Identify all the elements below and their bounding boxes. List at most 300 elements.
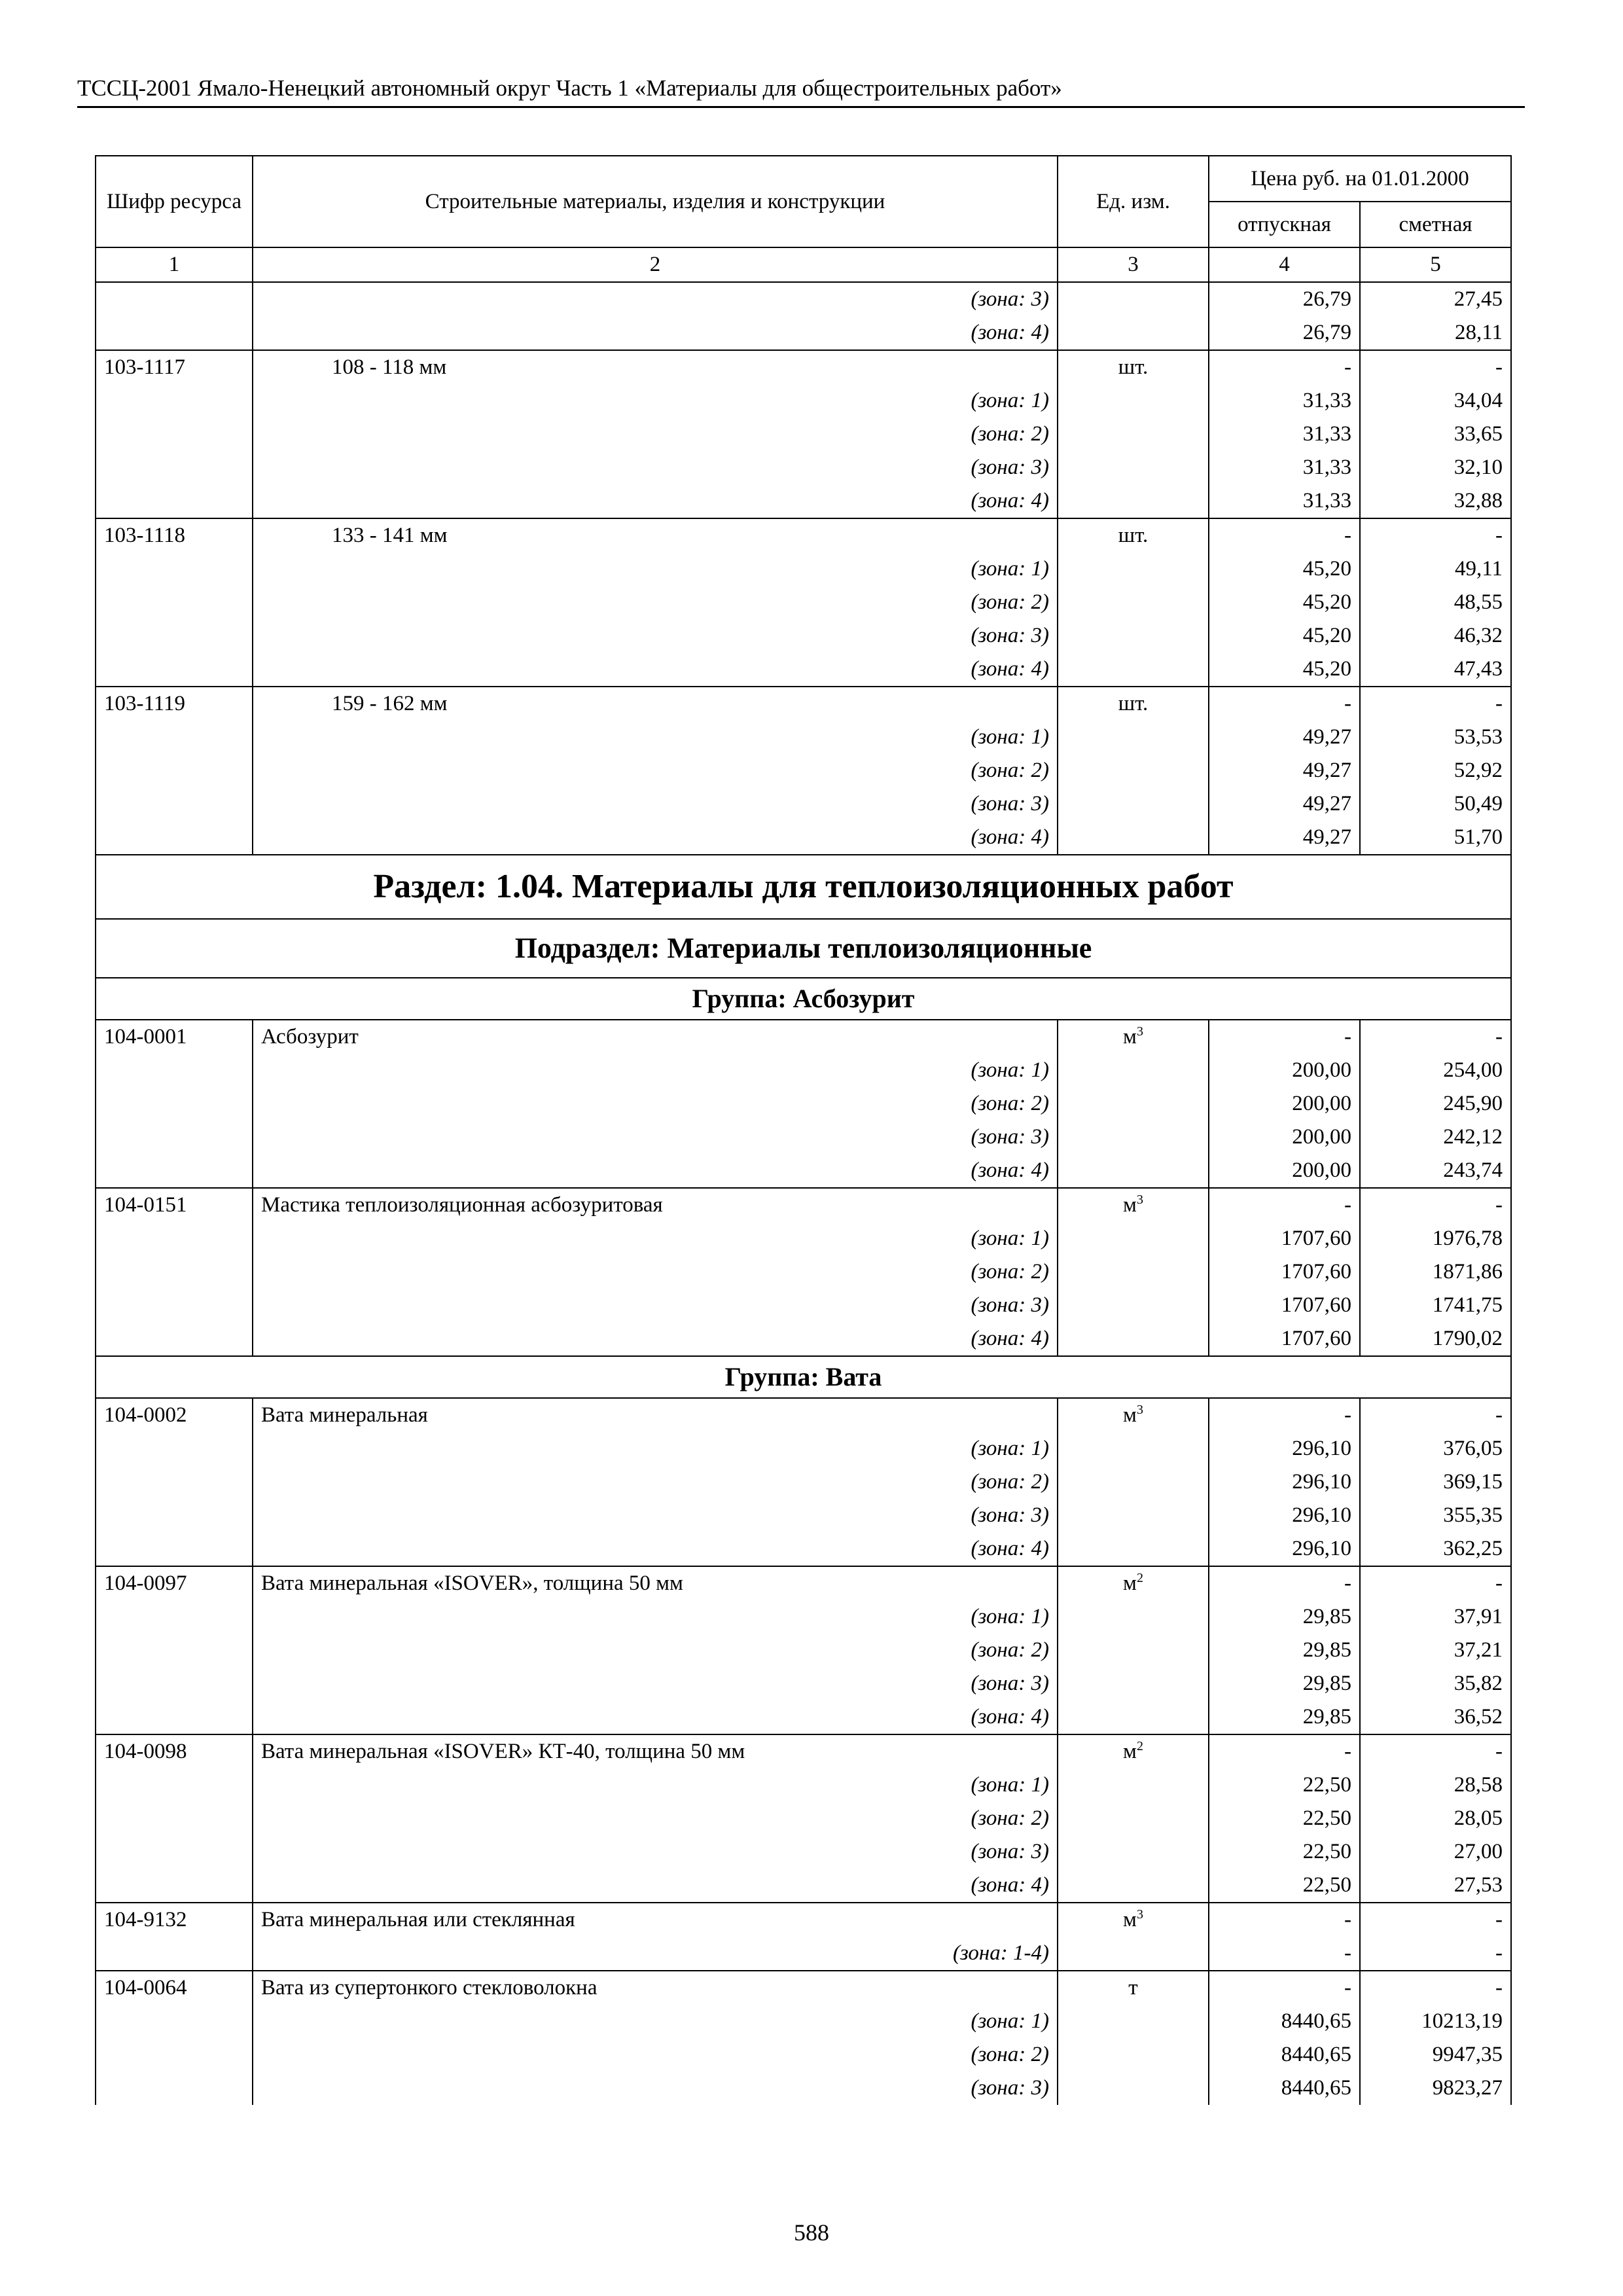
unit-cell: [1058, 1255, 1209, 1289]
table-row: [96, 1903, 1511, 1937]
zone-label: (зона: 1): [253, 1054, 1058, 1087]
estimate-price: -: [1360, 1971, 1511, 2005]
zone-label: (зона: 1): [253, 1222, 1058, 1255]
zone-label: (зона: 2): [253, 1087, 1058, 1121]
resource-code: [96, 1154, 253, 1188]
group-title: Группа: Вата: [96, 1356, 1511, 1398]
estimate-price: -: [1360, 518, 1511, 552]
release-price: 49,27: [1209, 821, 1360, 855]
release-price: -: [1209, 687, 1360, 721]
resource-code: 104-0151: [96, 1188, 253, 1222]
table-row: [96, 1499, 1511, 1532]
resource-code: [96, 1634, 253, 1667]
unit-cell: [1058, 316, 1209, 350]
release-price: 200,00: [1209, 1121, 1360, 1154]
table-header-row: [96, 156, 1511, 202]
estimate-price: 1741,75: [1360, 1289, 1511, 1322]
unit-cell: [1058, 1121, 1209, 1154]
release-price: 45,20: [1209, 586, 1360, 619]
release-price: -: [1209, 1903, 1360, 1937]
release-price: 26,79: [1209, 316, 1360, 350]
estimate-price: 27,00: [1360, 1835, 1511, 1869]
zone-label: (зона: 2): [253, 1465, 1058, 1499]
table-row: [96, 1700, 1511, 1734]
unit-cell: [1058, 1154, 1209, 1188]
unit-cell: [1058, 484, 1209, 518]
release-price: -: [1209, 1734, 1360, 1768]
estimate-price: -: [1360, 1734, 1511, 1768]
estimate-price: 9947,35: [1360, 2038, 1511, 2072]
group-title: Группа: Асбозурит: [96, 978, 1511, 1020]
unit-cell: [1058, 1398, 1209, 1432]
unit-cell: [1058, 282, 1209, 316]
release-price: 49,27: [1209, 721, 1360, 754]
table-row: [96, 316, 1511, 350]
resource-code: [96, 552, 253, 586]
table-row: [96, 1734, 1511, 1768]
resource-code: [96, 451, 253, 484]
unit-cell: [1058, 418, 1209, 451]
resource-code: [96, 1222, 253, 1255]
table-row: [96, 687, 1511, 721]
zone-label: (зона: 2): [253, 1634, 1058, 1667]
unit-cell: [1058, 2038, 1209, 2072]
resource-code: [96, 1289, 253, 1322]
unit-cell: [1058, 1054, 1209, 1087]
unit-cell: [1058, 1634, 1209, 1667]
resource-code: 103-1118: [96, 518, 253, 552]
resource-code: [96, 1937, 253, 1971]
unit-text: м: [1123, 1403, 1137, 1427]
column-header-name: Строительные материалы, изделия и конструкции: [253, 156, 1058, 247]
resource-code: [96, 821, 253, 855]
zone-label: (зона: 4): [253, 316, 1058, 350]
unit-text: м: [1123, 1908, 1137, 1931]
resource-code: [96, 484, 253, 518]
table-row: [96, 721, 1511, 754]
zone-label: (зона: 1): [253, 1768, 1058, 1802]
estimate-price: -: [1360, 1188, 1511, 1222]
zone-label: (зона: 2): [253, 418, 1058, 451]
table-row: [96, 282, 1511, 316]
estimate-price: 1871,86: [1360, 1255, 1511, 1289]
resource-code: [96, 653, 253, 687]
release-price: 200,00: [1209, 1154, 1360, 1188]
table-row: [96, 653, 1511, 687]
release-price: 296,10: [1209, 1432, 1360, 1465]
table-body: [96, 282, 1511, 2105]
zone-label: (зона: 3): [253, 451, 1058, 484]
estimate-price: 27,45: [1360, 282, 1511, 316]
table-row: [96, 619, 1511, 653]
release-price: 22,50: [1209, 1768, 1360, 1802]
table-row: [96, 1532, 1511, 1566]
estimate-price: 53,53: [1360, 721, 1511, 754]
unit-cell: [1058, 1700, 1209, 1734]
unit-cell: [1058, 1188, 1209, 1222]
unit-text: шт.: [1118, 692, 1149, 715]
estimate-price: 37,21: [1360, 1634, 1511, 1667]
table-row: [96, 1937, 1511, 1971]
zone-label: (зона: 3): [253, 1667, 1058, 1700]
zone-label: (зона: 3): [253, 619, 1058, 653]
estimate-price: 254,00: [1360, 1054, 1511, 1087]
resource-code: [96, 1768, 253, 1802]
unit-cell: [1058, 1499, 1209, 1532]
table-row: [96, 2038, 1511, 2072]
zone-label: (зона: 3): [253, 787, 1058, 821]
table-row: [96, 1087, 1511, 1121]
table-row: [96, 1188, 1511, 1222]
zone-label: (зона: 3): [253, 1121, 1058, 1154]
resource-code: [96, 282, 253, 316]
section-row: [96, 855, 1511, 919]
resource-code: 104-0001: [96, 1020, 253, 1054]
unit-text: шт.: [1118, 355, 1149, 379]
subsection-row: [96, 919, 1511, 978]
estimate-price: 48,55: [1360, 586, 1511, 619]
unit-exponent: 2: [1136, 1571, 1143, 1585]
estimate-price: 242,12: [1360, 1121, 1511, 1154]
table-row: [96, 586, 1511, 619]
unit-text: шт.: [1118, 524, 1149, 547]
unit-cell: [1058, 1768, 1209, 1802]
zone-label: (зона: 4): [253, 1154, 1058, 1188]
table-row: [96, 754, 1511, 787]
release-price: 31,33: [1209, 418, 1360, 451]
table-row: [96, 787, 1511, 821]
resource-code: [96, 1667, 253, 1700]
estimate-price: -: [1360, 350, 1511, 384]
release-price: 45,20: [1209, 653, 1360, 687]
release-price: 31,33: [1209, 384, 1360, 418]
unit-cell: [1058, 2005, 1209, 2038]
zone-label: (зона: 4): [253, 653, 1058, 687]
zone-label: (зона: 1): [253, 721, 1058, 754]
unit-cell: [1058, 821, 1209, 855]
release-price: 200,00: [1209, 1087, 1360, 1121]
unit-cell: [1058, 2072, 1209, 2105]
zone-label: (зона: 1): [253, 2005, 1058, 2038]
estimate-price: 28,58: [1360, 1768, 1511, 1802]
estimate-price: 362,25: [1360, 1532, 1511, 1566]
column-number-row: [96, 247, 1511, 282]
unit-cell: [1058, 1903, 1209, 1937]
resource-code: [96, 316, 253, 350]
estimate-price: 33,65: [1360, 418, 1511, 451]
estimate-price: 1790,02: [1360, 1322, 1511, 1356]
table-row: [96, 1600, 1511, 1634]
column-header-unit: Ед. изм.: [1058, 156, 1209, 247]
unit-cell: [1058, 1020, 1209, 1054]
table-row: [96, 552, 1511, 586]
unit-exponent: 3: [1136, 1193, 1143, 1207]
material-name: Вата минеральная «ISOVER», толщина 50 мм: [253, 1566, 1058, 1600]
release-price: -: [1209, 1566, 1360, 1600]
release-price: -: [1209, 350, 1360, 384]
column-header-price: Цена руб. на 01.01.2000: [1209, 156, 1511, 202]
zone-label: (зона: 4): [253, 484, 1058, 518]
material-name: Асбозурит: [253, 1020, 1058, 1054]
estimate-price: 50,49: [1360, 787, 1511, 821]
estimate-price: 47,43: [1360, 653, 1511, 687]
estimate-price: 35,82: [1360, 1667, 1511, 1700]
resource-code: [96, 586, 253, 619]
resource-code: [96, 1869, 253, 1903]
estimate-price: -: [1360, 1566, 1511, 1600]
resource-code: 104-0064: [96, 1971, 253, 2005]
estimate-price: 37,91: [1360, 1600, 1511, 1634]
table-row: [96, 1054, 1511, 1087]
release-price: 1707,60: [1209, 1322, 1360, 1356]
release-price: 26,79: [1209, 282, 1360, 316]
release-price: -: [1209, 518, 1360, 552]
table-row: [96, 1768, 1511, 1802]
resource-code: [96, 1322, 253, 1356]
resource-code: [96, 1432, 253, 1465]
resource-code: [96, 1802, 253, 1835]
resource-code: 103-1117: [96, 350, 253, 384]
unit-text: т: [1128, 1976, 1138, 2000]
estimate-price: 1976,78: [1360, 1222, 1511, 1255]
release-price: 22,50: [1209, 1802, 1360, 1835]
unit-cell: [1058, 552, 1209, 586]
release-price: -: [1209, 1971, 1360, 2005]
zone-label: (зона: 2): [253, 1255, 1058, 1289]
table-row: [96, 1465, 1511, 1499]
material-name: Мастика теплоизоляционная асбозуритовая: [253, 1188, 1058, 1222]
release-price: 8440,65: [1209, 2005, 1360, 2038]
table-row: [96, 1971, 1511, 2005]
unit-cell: [1058, 1322, 1209, 1356]
unit-exponent: 3: [1136, 1024, 1143, 1039]
resource-code: [96, 1499, 253, 1532]
estimate-price: 355,35: [1360, 1499, 1511, 1532]
table-row: [96, 1667, 1511, 1700]
zone-label: (зона: 2): [253, 1802, 1058, 1835]
release-price: 1707,60: [1209, 1289, 1360, 1322]
release-price: 296,10: [1209, 1532, 1360, 1566]
material-name: 159 - 162 мм: [253, 687, 1058, 721]
release-price: 1707,60: [1209, 1222, 1360, 1255]
release-price: -: [1209, 1188, 1360, 1222]
material-name: 108 - 118 мм: [253, 350, 1058, 384]
resource-code: [96, 2005, 253, 2038]
release-price: 45,20: [1209, 619, 1360, 653]
unit-cell: [1058, 754, 1209, 787]
unit-cell: [1058, 1289, 1209, 1322]
table-row: [96, 821, 1511, 855]
table-row: [96, 384, 1511, 418]
unit-exponent: 3: [1136, 1907, 1143, 1922]
zone-label: (зона: 1-4): [253, 1937, 1058, 1971]
estimate-price: 46,32: [1360, 619, 1511, 653]
estimate-price: 369,15: [1360, 1465, 1511, 1499]
release-price: 49,27: [1209, 787, 1360, 821]
estimate-price: 10213,19: [1360, 2005, 1511, 2038]
unit-cell: [1058, 687, 1209, 721]
resource-code: 103-1119: [96, 687, 253, 721]
estimate-price: 32,10: [1360, 451, 1511, 484]
table-row: [96, 1869, 1511, 1903]
estimate-price: 243,74: [1360, 1154, 1511, 1188]
zone-label: (зона: 3): [253, 1499, 1058, 1532]
zone-label: (зона: 3): [253, 1835, 1058, 1869]
zone-label: (зона: 1): [253, 384, 1058, 418]
zone-label: (зона: 1): [253, 1600, 1058, 1634]
unit-cell: [1058, 1869, 1209, 1903]
table-row: [96, 1020, 1511, 1054]
zone-label: (зона: 2): [253, 754, 1058, 787]
table-row: [96, 1802, 1511, 1835]
resource-code: [96, 1054, 253, 1087]
table-row: [96, 518, 1511, 552]
table-row: [96, 1154, 1511, 1188]
unit-exponent: 3: [1136, 1403, 1143, 1417]
resource-code: [96, 1087, 253, 1121]
estimate-price: -: [1360, 1903, 1511, 1937]
estimate-price: -: [1360, 687, 1511, 721]
column-header-release: отпускная: [1209, 202, 1360, 247]
price-table: [95, 155, 1512, 2105]
zone-label: (зона: 3): [253, 2072, 1058, 2105]
table-row: [96, 1432, 1511, 1465]
unit-cell: [1058, 1600, 1209, 1634]
unit-cell: [1058, 1222, 1209, 1255]
estimate-price: 32,88: [1360, 484, 1511, 518]
table-row: [96, 418, 1511, 451]
column-header-code: Шифр ресурса: [96, 156, 253, 247]
table-row: [96, 2072, 1511, 2105]
estimate-price: 34,04: [1360, 384, 1511, 418]
unit-cell: [1058, 1802, 1209, 1835]
unit-cell: [1058, 1835, 1209, 1869]
unit-text: м: [1123, 1571, 1137, 1595]
release-price: 296,10: [1209, 1499, 1360, 1532]
estimate-price: 52,92: [1360, 754, 1511, 787]
release-price: 22,50: [1209, 1869, 1360, 1903]
estimate-price: -: [1360, 1020, 1511, 1054]
resource-code: [96, 1121, 253, 1154]
table-row: [96, 1121, 1511, 1154]
table-row: [96, 2005, 1511, 2038]
resource-code: [96, 1465, 253, 1499]
release-price: 296,10: [1209, 1465, 1360, 1499]
unit-cell: [1058, 350, 1209, 384]
unit-cell: [1058, 653, 1209, 687]
estimate-price: 28,11: [1360, 316, 1511, 350]
zone-label: (зона: 1): [253, 552, 1058, 586]
unit-exponent: 2: [1136, 1739, 1143, 1753]
column-header-estimate: сметная: [1360, 202, 1511, 247]
zone-label: (зона: 1): [253, 1432, 1058, 1465]
table-row: [96, 1398, 1511, 1432]
release-price: 45,20: [1209, 552, 1360, 586]
resource-code: [96, 1835, 253, 1869]
zone-label: (зона: 4): [253, 821, 1058, 855]
release-price: 29,85: [1209, 1600, 1360, 1634]
release-price: 8440,65: [1209, 2072, 1360, 2105]
unit-cell: [1058, 721, 1209, 754]
resource-code: 104-0098: [96, 1734, 253, 1768]
column-number: 5: [1360, 247, 1511, 282]
estimate-price: 28,05: [1360, 1802, 1511, 1835]
release-price: 200,00: [1209, 1054, 1360, 1087]
resource-code: [96, 787, 253, 821]
release-price: -: [1209, 1937, 1360, 1971]
material-name: 133 - 141 мм: [253, 518, 1058, 552]
table-row: [96, 1222, 1511, 1255]
release-price: -: [1209, 1398, 1360, 1432]
table-row: [96, 350, 1511, 384]
unit-text: м: [1123, 1740, 1137, 1763]
material-name: Вата минеральная: [253, 1398, 1058, 1432]
table-row: [96, 451, 1511, 484]
unit-cell: [1058, 1937, 1209, 1971]
section-title: Раздел: 1.04. Материалы для теплоизоляционных работ: [96, 855, 1511, 919]
release-price: 31,33: [1209, 451, 1360, 484]
zone-label: (зона: 3): [253, 282, 1058, 316]
page-header: ТССЦ-2001 Ямало-Ненецкий автономный округ Часть 1 «Материалы для общестроительных работ»: [77, 73, 1525, 108]
column-number: 2: [253, 247, 1058, 282]
unit-cell: [1058, 1532, 1209, 1566]
zone-label: (зона: 3): [253, 1289, 1058, 1322]
table-row: [96, 1835, 1511, 1869]
material-name: Вата минеральная или стеклянная: [253, 1903, 1058, 1937]
table-row: [96, 1566, 1511, 1600]
estimate-price: 376,05: [1360, 1432, 1511, 1465]
release-price: 1707,60: [1209, 1255, 1360, 1289]
estimate-price: -: [1360, 1398, 1511, 1432]
release-price: 29,85: [1209, 1667, 1360, 1700]
resource-code: 104-0097: [96, 1566, 253, 1600]
release-price: 29,85: [1209, 1700, 1360, 1734]
estimate-price: 245,90: [1360, 1087, 1511, 1121]
unit-cell: [1058, 586, 1209, 619]
unit-cell: [1058, 1667, 1209, 1700]
release-price: 31,33: [1209, 484, 1360, 518]
resource-code: [96, 721, 253, 754]
column-number: 3: [1058, 247, 1209, 282]
resource-code: 104-0002: [96, 1398, 253, 1432]
table-row: [96, 1289, 1511, 1322]
resource-code: [96, 418, 253, 451]
table-row: [96, 1322, 1511, 1356]
unit-cell: [1058, 1465, 1209, 1499]
column-number: 4: [1209, 247, 1360, 282]
unit-cell: [1058, 1971, 1209, 2005]
release-price: 49,27: [1209, 754, 1360, 787]
resource-code: [96, 1255, 253, 1289]
material-name: Вата из супертонкого стекловолокна: [253, 1971, 1058, 2005]
zone-label: (зона: 4): [253, 1322, 1058, 1356]
unit-cell: [1058, 518, 1209, 552]
unit-cell: [1058, 619, 1209, 653]
release-price: 8440,65: [1209, 2038, 1360, 2072]
resource-code: [96, 619, 253, 653]
zone-label: (зона: 2): [253, 2038, 1058, 2072]
resource-code: [96, 1700, 253, 1734]
estimate-price: 9823,27: [1360, 2072, 1511, 2105]
estimate-price: 51,70: [1360, 821, 1511, 855]
estimate-price: 27,53: [1360, 1869, 1511, 1903]
table-row: [96, 484, 1511, 518]
release-price: 22,50: [1209, 1835, 1360, 1869]
resource-code: [96, 384, 253, 418]
unit-text: м: [1123, 1193, 1137, 1217]
resource-code: [96, 1600, 253, 1634]
resource-code: [96, 2038, 253, 2072]
